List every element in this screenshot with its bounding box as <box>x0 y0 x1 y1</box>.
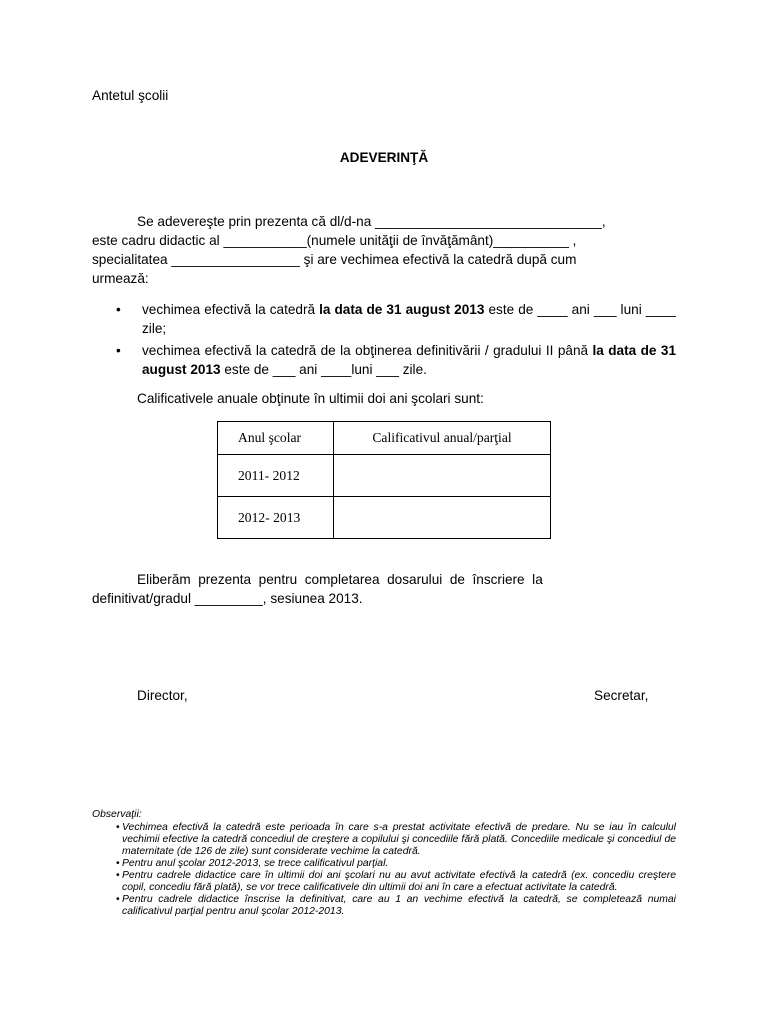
header-school-year: Anul şcolar <box>218 422 334 455</box>
qualifications-table <box>217 421 551 539</box>
bullet-2-date: la data de 31 august 2013 <box>142 343 677 377</box>
header-qualification: Calificativul anual/parţial <box>334 422 551 455</box>
qualification-cell <box>334 455 551 497</box>
secretary-signature-label: Secretar, <box>594 688 649 703</box>
qualifications-intro: Calificativele anuale obţinute în ultimii doi ani şcolari sunt: <box>137 391 484 406</box>
intro-line-4: urmează: <box>92 271 149 286</box>
bullet-1-date: la data de 31 august 2013 <box>319 302 485 317</box>
seniority-list <box>114 300 676 382</box>
qualification-cell <box>334 497 551 539</box>
year-cell: 2011- 2012 <box>218 455 334 497</box>
closing-paragraph <box>92 570 676 608</box>
observations-section <box>92 809 676 918</box>
intro-paragraph <box>92 212 676 288</box>
observation-item: • Pentru cadrele didactice înscrise la definitivat, care au 1 an vechime efectivă la catedră, se completează numai calificativul parţial pentru anul şcolar 2012-2013. <box>92 894 676 918</box>
school-header-placeholder: Antetul şcolii <box>92 88 169 103</box>
observation-item: • Vechimea efectivă la catedră este perioada în care s-a prestat activitate efectivă de predare. Nu se iau în calculul vechimii efective la catedră concediul de creştere a copilului şi concediile fără plată. Concediile medicale şi concediul de maternitate (de 126 de zile) sunt considerate vechime la catedră. <box>92 822 676 858</box>
table-header-row <box>218 422 551 455</box>
observation-item: • Pentru cadrele didactice care în ultimii doi ani şcolari nu au avut activitate efectivă la catedră (ex. concediu creştere copil, concediu fără plată), se vor trece calificativele din ultimii doi ani în care a efectuat activitate la catedră. <box>92 870 676 894</box>
year-cell: 2012- 2013 <box>218 497 334 539</box>
bullet-1-rest: este de ____ ani ___ luni ____ zile; <box>142 302 676 336</box>
seniority-item-2 <box>114 341 676 379</box>
table-row <box>218 497 551 539</box>
closing-line-1: Eliberăm prezenta pentru completarea dosarului de înscriere la <box>137 572 543 587</box>
bullet-1-text: vechimea efectivă la catedră <box>142 302 320 317</box>
intro-line-1: Se adevereşte prin prezenta că dl/d-na ______________________________, <box>137 214 606 229</box>
bullet-2-text: vechimea efectivă la catedră de la obţinerea definitivării / gradului II până <box>142 343 593 358</box>
closing-line-2: definitivat/gradul _________, sesiunea 2013. <box>92 591 363 606</box>
table-row <box>218 455 551 497</box>
observation-item: • Pentru anul şcolar 2012-2013, se trece calificativul parţial. <box>92 858 676 870</box>
observations-heading: Observaţii: <box>92 809 142 820</box>
intro-line-2: este cadru didactic al ___________(numele unităţii de învăţământ)__________ , <box>92 233 577 248</box>
seniority-item-1 <box>114 300 676 338</box>
bullet-2-rest: este de ___ ani ____luni ___ zile. <box>220 362 427 377</box>
director-signature-label: Director, <box>137 688 188 703</box>
document-title: ADEVERINŢĂ <box>339 150 429 165</box>
intro-line-3: specialitatea _________________ şi are vechimea efectivă la catedră după cum <box>92 252 577 267</box>
